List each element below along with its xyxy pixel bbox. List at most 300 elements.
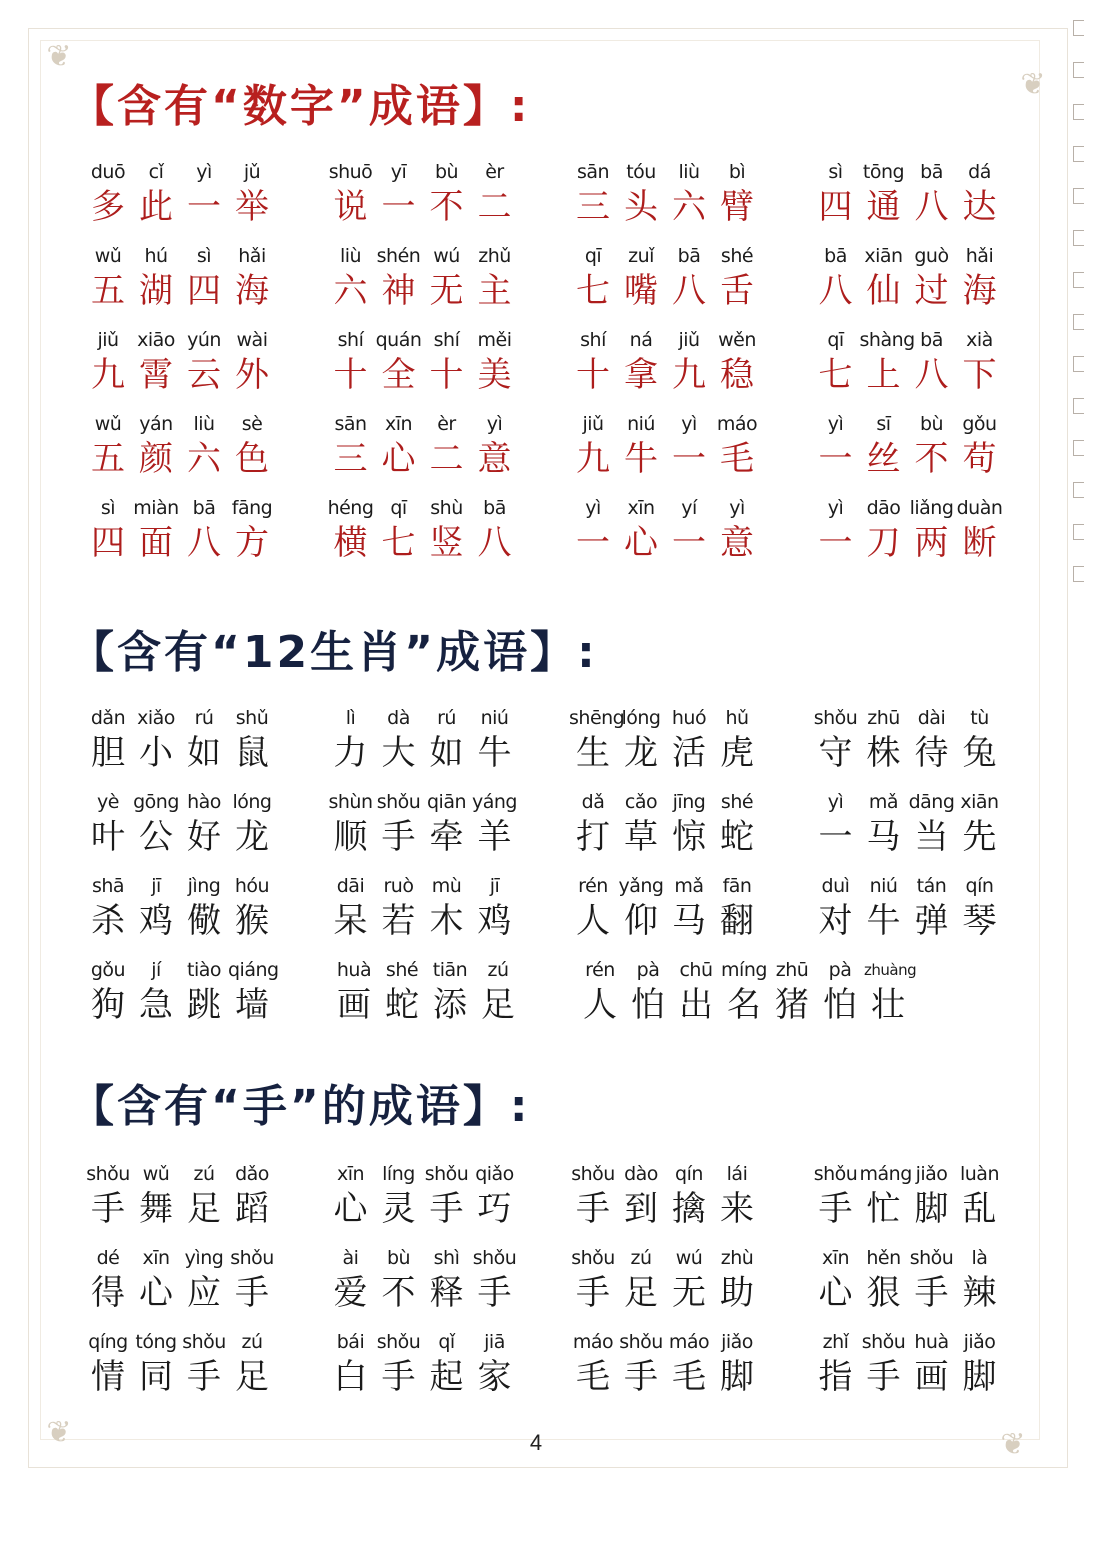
idiom-character <box>569 872 617 942</box>
pinyin: bù <box>434 161 459 183</box>
idiom-character <box>471 494 519 564</box>
idiom-character <box>908 158 956 228</box>
pinyin: shǒu <box>619 1331 663 1353</box>
idiom-character <box>569 326 617 396</box>
pinyin: yáng <box>472 791 517 813</box>
idiom-character <box>471 326 519 396</box>
hanzi: 无 <box>672 1273 706 1313</box>
hanzi: 木 <box>429 901 464 941</box>
pinyin: lóng <box>621 707 661 729</box>
idiom-character <box>713 1244 761 1314</box>
idiom-character <box>908 1328 956 1398</box>
pinyin: shé <box>385 959 419 981</box>
pinyin: qiáng <box>228 959 279 981</box>
idiom-character <box>84 872 132 942</box>
idiom-item <box>327 788 570 872</box>
pinyin: huà <box>914 1331 949 1353</box>
idiom-character <box>471 410 519 480</box>
hanzi: 对 <box>818 901 853 941</box>
idiom-character <box>423 1160 471 1230</box>
hanzi: 美 <box>477 355 512 395</box>
idiom-character <box>132 494 180 564</box>
hanzi: 四 <box>187 271 221 311</box>
hanzi: 苟 <box>962 439 997 479</box>
pinyin: shí <box>580 329 606 351</box>
hanzi: 三 <box>576 187 610 227</box>
pinyin: bù <box>919 413 944 435</box>
pinyin: shé <box>720 245 754 267</box>
pinyin: zhū <box>867 707 900 729</box>
idiom-character <box>228 704 276 774</box>
idiom-character <box>426 956 474 1026</box>
hanzi: 稳 <box>720 355 754 395</box>
idiom-row <box>84 242 1054 326</box>
idiom-character <box>713 242 761 312</box>
idiom-character <box>327 242 375 312</box>
idiom-character <box>228 788 276 858</box>
pinyin: máng <box>859 1163 912 1185</box>
idiom-character <box>956 788 1004 858</box>
hanzi: 鸡 <box>139 901 173 941</box>
pinyin: shuō <box>328 161 373 183</box>
hanzi: 全 <box>381 355 416 395</box>
hanzi: 生 <box>576 733 610 773</box>
hanzi: 臂 <box>720 187 754 227</box>
pinyin: lóng <box>232 791 272 813</box>
hanzi: 辣 <box>962 1273 997 1313</box>
pinyin: dá <box>968 161 991 183</box>
section-title-hand: 【含有“手”的成语】: <box>70 1081 531 1132</box>
idiom-item <box>327 326 570 410</box>
pinyin: quán <box>375 329 422 351</box>
idiom-item <box>569 410 812 494</box>
pinyin: shùn <box>328 791 373 813</box>
idiom-character <box>471 158 519 228</box>
hanzi: 心 <box>381 439 416 479</box>
hanzi: 马 <box>672 901 706 941</box>
pinyin: qī <box>584 245 602 267</box>
idiom-item <box>812 872 1055 956</box>
idiom-item <box>327 494 570 578</box>
idiom-character <box>423 788 471 858</box>
corner-ornament-icon: ❦ <box>1000 1427 1026 1462</box>
pinyin: cǐ <box>148 161 164 183</box>
idiom-character <box>423 704 471 774</box>
idiom-character <box>132 788 180 858</box>
pinyin: yǎng <box>618 875 664 897</box>
idiom-item <box>84 1160 327 1244</box>
pinyin: yī <box>390 161 407 183</box>
idiom-item <box>330 956 576 1040</box>
idiom-character <box>84 704 132 774</box>
pinyin: shén <box>376 245 421 267</box>
binding-hole <box>1073 20 1084 36</box>
idiom-character <box>665 326 713 396</box>
idiom-character <box>180 494 228 564</box>
pinyin: shǒu <box>472 1247 517 1269</box>
hanzi: 来 <box>720 1189 754 1229</box>
pinyin: là <box>971 1247 988 1269</box>
idiom-character <box>860 494 908 564</box>
hanzi: 十 <box>333 355 368 395</box>
pinyin: zhuàng <box>864 961 917 979</box>
pinyin: shé <box>720 791 754 813</box>
binding-hole <box>1073 104 1084 120</box>
hanzi: 乱 <box>962 1189 997 1229</box>
hanzi: 两 <box>914 523 949 563</box>
pinyin: yìng <box>184 1247 224 1269</box>
pinyin: èr <box>485 161 504 183</box>
hanzi: 断 <box>962 523 997 563</box>
pinyin: qín <box>965 875 994 897</box>
idiom-row <box>84 1244 1054 1328</box>
idiom-item <box>569 872 812 956</box>
idiom-character <box>228 158 276 228</box>
idiom-character <box>713 1328 761 1398</box>
idiom-character <box>375 326 423 396</box>
hanzi: 手 <box>576 1273 610 1313</box>
idiom-row <box>84 704 1054 788</box>
idiom-item <box>84 704 327 788</box>
idiom-item <box>327 158 570 242</box>
pinyin: shā <box>91 875 125 897</box>
idiom-character <box>713 788 761 858</box>
hanzi: 足 <box>187 1189 221 1229</box>
pinyin: shí <box>337 329 364 351</box>
idiom-row <box>84 956 1054 1040</box>
hanzi: 起 <box>429 1357 464 1397</box>
pinyin: měi <box>477 329 512 351</box>
pinyin: xià <box>966 329 993 351</box>
idiom-row <box>84 788 1054 872</box>
hanzi: 足 <box>235 1357 269 1397</box>
hanzi: 得 <box>91 1273 125 1313</box>
binding-hole <box>1073 230 1084 246</box>
idiom-character <box>956 1160 1004 1230</box>
hanzi: 不 <box>381 1273 416 1313</box>
hanzi: 心 <box>818 1273 853 1313</box>
idiom-character <box>812 788 860 858</box>
hanzi: 面 <box>139 523 173 563</box>
pinyin: máo <box>572 1331 614 1353</box>
idiom-character <box>132 872 180 942</box>
pinyin: dào <box>624 1163 658 1185</box>
hanzi: 壮 <box>871 985 905 1025</box>
hanzi: 霄 <box>139 355 173 395</box>
pinyin: shēng <box>569 707 625 729</box>
idiom-item <box>812 1328 1055 1412</box>
hanzi: 海 <box>962 271 997 311</box>
hanzi: 下 <box>962 355 997 395</box>
pinyin: wǔ <box>142 1163 170 1185</box>
pinyin: hǎi <box>238 245 266 267</box>
hanzi: 舞 <box>139 1189 173 1229</box>
hanzi: 外 <box>235 355 269 395</box>
idiom-character <box>956 494 1004 564</box>
hanzi: 仙 <box>866 271 901 311</box>
hanzi: 鼠 <box>235 733 269 773</box>
idiom-item <box>84 1244 327 1328</box>
idiom-character <box>569 494 617 564</box>
pinyin: bā <box>677 245 701 267</box>
idiom-character <box>665 872 713 942</box>
hanzi: 海 <box>235 271 269 311</box>
pinyin: chū <box>679 959 713 981</box>
pinyin: gōng <box>133 791 179 813</box>
pinyin: jīng <box>672 791 706 813</box>
hanzi: 湖 <box>139 271 173 311</box>
hanzi: 无 <box>429 271 464 311</box>
idiom-item <box>327 872 570 956</box>
hanzi: 灵 <box>381 1189 416 1229</box>
pinyin: jìng <box>187 875 221 897</box>
hanzi: 惊 <box>672 817 706 857</box>
hanzi: 若 <box>381 901 416 941</box>
idiom-character <box>423 158 471 228</box>
hanzi: 拿 <box>624 355 658 395</box>
idiom-character <box>908 872 956 942</box>
idiom-character <box>471 704 519 774</box>
idiom-grid-zodiac <box>84 704 1054 1040</box>
idiom-item <box>84 872 327 956</box>
hanzi: 株 <box>866 733 901 773</box>
hanzi: 一 <box>672 439 706 479</box>
idiom-character <box>576 956 624 1026</box>
hanzi: 顺 <box>333 817 368 857</box>
hanzi: 大 <box>381 733 416 773</box>
pinyin: gǒu <box>90 959 126 981</box>
idiom-character <box>860 1328 908 1398</box>
idiom-character <box>474 956 522 1026</box>
binding-hole <box>1073 272 1084 288</box>
idiom-character <box>617 788 665 858</box>
hanzi: 人 <box>576 901 610 941</box>
pinyin: xīn <box>384 413 413 435</box>
pinyin: bā <box>483 497 506 519</box>
hanzi: 小 <box>139 733 173 773</box>
binding-hole <box>1073 482 1084 498</box>
pinyin: duì <box>821 875 850 897</box>
idiom-character <box>228 326 276 396</box>
idiom-character <box>665 1160 713 1230</box>
hanzi: 嘴 <box>624 271 658 311</box>
hanzi: 脚 <box>720 1357 754 1397</box>
idiom-character <box>569 158 617 228</box>
pinyin: yì <box>486 413 503 435</box>
hanzi: 牛 <box>477 733 512 773</box>
hanzi: 指 <box>818 1357 853 1397</box>
idiom-item <box>327 242 570 326</box>
pinyin: jiǎo <box>963 1331 996 1353</box>
hanzi: 心 <box>333 1189 368 1229</box>
pinyin: yí <box>681 497 697 519</box>
hanzi: 手 <box>381 817 416 857</box>
hanzi: 儆 <box>187 901 221 941</box>
idiom-item <box>84 410 327 494</box>
idiom-item <box>327 1244 570 1328</box>
pinyin: xīn <box>821 1247 850 1269</box>
idiom-item <box>84 242 327 326</box>
hanzi: 杀 <box>91 901 125 941</box>
pinyin: xīn <box>627 497 655 519</box>
idiom-item <box>812 158 1055 242</box>
hanzi: 怕 <box>631 985 665 1025</box>
pinyin: sè <box>241 413 263 435</box>
hanzi: 名 <box>727 985 761 1025</box>
hanzi: 猪 <box>775 985 809 1025</box>
idiom-character <box>84 242 132 312</box>
idiom-character <box>812 1244 860 1314</box>
pinyin: rén <box>578 875 608 897</box>
hanzi: 同 <box>139 1357 173 1397</box>
idiom-character <box>180 242 228 312</box>
pinyin: shǒu <box>230 1247 274 1269</box>
idiom-character <box>908 1244 956 1314</box>
hanzi: 竖 <box>429 523 464 563</box>
idiom-character <box>569 242 617 312</box>
idiom-character <box>180 158 228 228</box>
pinyin: sì <box>828 161 843 183</box>
idiom-item <box>812 410 1055 494</box>
hanzi: 心 <box>624 523 658 563</box>
idiom-character <box>327 158 375 228</box>
pinyin: èr <box>437 413 456 435</box>
idiom-character <box>713 494 761 564</box>
hanzi: 应 <box>187 1273 221 1313</box>
idiom-item <box>812 1160 1055 1244</box>
idiom-character <box>665 410 713 480</box>
hanzi: 三 <box>333 439 368 479</box>
hanzi: 怕 <box>823 985 857 1025</box>
pinyin: qín <box>675 1163 703 1185</box>
hanzi: 琴 <box>962 901 997 941</box>
pinyin: shǒu <box>424 1163 469 1185</box>
hanzi: 通 <box>866 187 901 227</box>
idiom-character <box>713 872 761 942</box>
pinyin: héng <box>327 497 374 519</box>
idiom-character <box>864 956 917 1026</box>
hanzi: 足 <box>481 985 515 1025</box>
hanzi: 忙 <box>866 1189 901 1229</box>
idiom-row <box>84 872 1054 956</box>
hanzi: 手 <box>91 1189 125 1229</box>
pinyin: qiǎo <box>475 1163 514 1185</box>
idiom-character <box>375 1244 423 1314</box>
pinyin: rú <box>437 707 456 729</box>
hanzi: 九 <box>576 439 610 479</box>
hanzi: 七 <box>381 523 416 563</box>
idiom-character <box>471 242 519 312</box>
idiom-character <box>228 872 276 942</box>
idiom-row <box>84 326 1054 410</box>
hanzi: 手 <box>187 1357 221 1397</box>
idiom-character <box>180 1244 228 1314</box>
hanzi: 色 <box>235 439 269 479</box>
pinyin: niú <box>627 413 655 435</box>
pinyin: bā <box>192 497 216 519</box>
pinyin: liù <box>678 161 700 183</box>
hanzi: 墙 <box>235 985 269 1025</box>
pinyin: wěn <box>718 329 756 351</box>
hanzi: 意 <box>477 439 512 479</box>
hanzi: 舌 <box>720 271 754 311</box>
hanzi: 羊 <box>477 817 512 857</box>
idiom-character <box>672 956 720 1026</box>
hanzi: 主 <box>477 271 512 311</box>
idiom-character <box>713 158 761 228</box>
pinyin: yì <box>196 161 212 183</box>
idiom-character <box>327 1160 375 1230</box>
hanzi: 八 <box>477 523 512 563</box>
pinyin: hěn <box>866 1247 901 1269</box>
hanzi: 擒 <box>672 1189 706 1229</box>
pinyin: luàn <box>959 1163 999 1185</box>
idiom-grid-hand <box>84 1160 1054 1412</box>
pinyin: dé <box>96 1247 120 1269</box>
hanzi: 八 <box>672 271 706 311</box>
idiom-character <box>812 872 860 942</box>
idiom-character <box>908 494 956 564</box>
pinyin: xīn <box>336 1163 365 1185</box>
pinyin: huà <box>336 959 372 981</box>
pinyin: wú <box>433 245 460 267</box>
idiom-item <box>569 788 812 872</box>
pinyin: zú <box>487 959 509 981</box>
hanzi: 一 <box>818 439 853 479</box>
idiom-character <box>812 158 860 228</box>
idiom-character <box>84 1160 132 1230</box>
idiom-character <box>956 410 1004 480</box>
idiom-item <box>84 494 327 578</box>
pinyin: wǔ <box>94 413 122 435</box>
hanzi: 刀 <box>866 523 901 563</box>
pinyin: fāng <box>231 497 273 519</box>
hanzi: 一 <box>672 523 706 563</box>
idiom-character <box>859 1160 912 1230</box>
pinyin: qiān <box>426 791 467 813</box>
pinyin: pà <box>828 959 852 981</box>
idiom-character <box>720 956 768 1026</box>
idiom-item <box>84 956 330 1040</box>
pinyin: mǎ <box>868 791 899 813</box>
pinyin: hóu <box>234 875 270 897</box>
idiom-item <box>812 494 1055 578</box>
pinyin: bā <box>920 161 943 183</box>
idiom-character <box>132 326 180 396</box>
pinyin: jiǔ <box>582 413 604 435</box>
idiom-item <box>84 326 327 410</box>
hanzi: 手 <box>914 1273 949 1313</box>
hanzi: 添 <box>433 985 467 1025</box>
hanzi: 六 <box>333 271 368 311</box>
hanzi: 当 <box>914 817 949 857</box>
idiom-character <box>423 494 471 564</box>
pinyin: jǔ <box>243 161 261 183</box>
idiom-item <box>84 788 327 872</box>
idiom-character <box>84 1328 132 1398</box>
idiom-character <box>228 1328 276 1398</box>
binding-hole <box>1073 62 1084 78</box>
pinyin: xiān <box>864 245 903 267</box>
hanzi: 脚 <box>914 1189 949 1229</box>
pinyin: tōng <box>862 161 905 183</box>
hanzi: 助 <box>720 1273 754 1313</box>
idiom-character <box>228 242 276 312</box>
pinyin: zhū <box>775 959 809 981</box>
pinyin: zú <box>193 1163 215 1185</box>
hanzi: 上 <box>866 355 901 395</box>
pinyin: ruò <box>383 875 414 897</box>
